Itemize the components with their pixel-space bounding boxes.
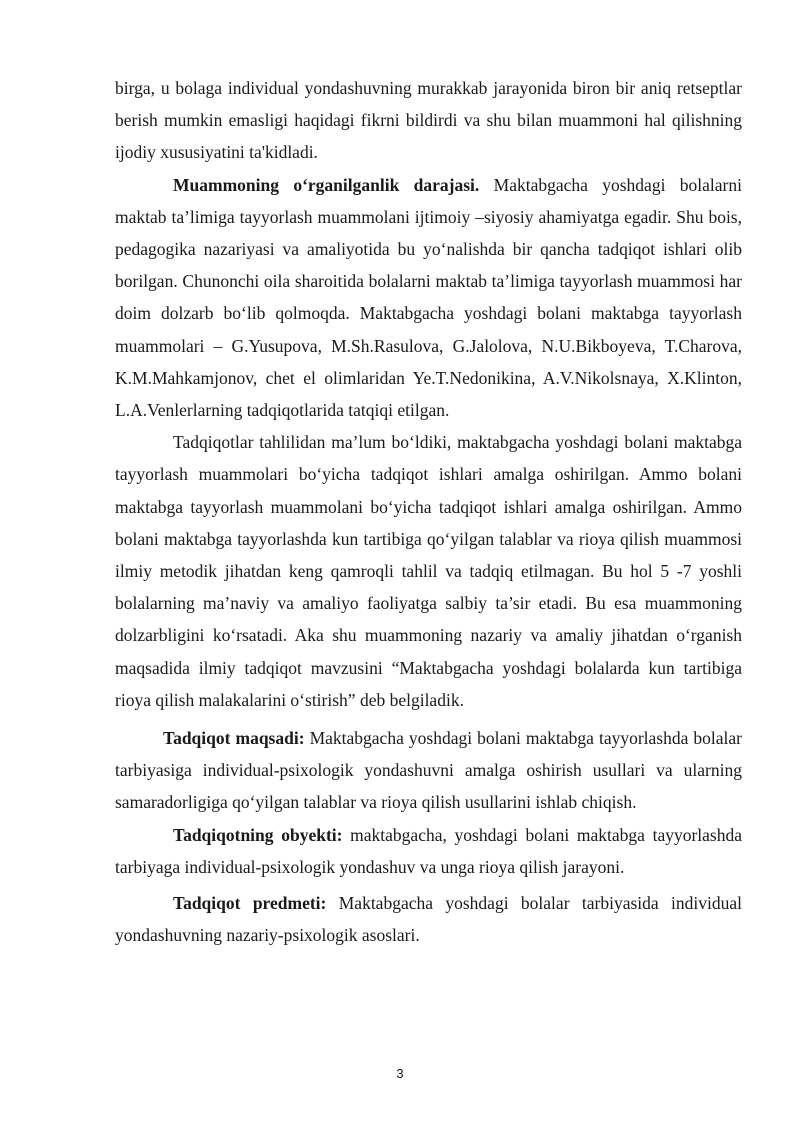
paragraph-heading: Tadqiqotning obyekti: xyxy=(173,824,343,845)
paragraph-text: Maktabgacha yoshdagi bolalar tarbiyasida individual yondashuvning nazariy-psixologik asoslari. xyxy=(115,893,743,946)
page-number: 3 xyxy=(396,1066,404,1081)
paragraph-analysis xyxy=(115,426,742,716)
paragraph-text: birga, u bolaga individual yondashuvning murakkab jarayonida biron bir aniq retseptlar berish mumkin emasligi haqidagi fikrni bildirdi va shu bilan muammoni hal qilishning ijodiy xususiyatini ta'kidladi. xyxy=(115,78,742,163)
paragraph-text: Maktabgacha yoshdagi bolani maktabga tayyorlashda bolalar tarbiyasiga individual-psixologik yondashuvni amalga oshirish usullari va ularning samaradorligiga qo‘yilgan talablar va rioya qilish usullarini ishlab chiqish. xyxy=(115,728,743,813)
paragraph-heading: Tadqiqot predmeti: xyxy=(173,893,327,914)
paragraph-heading: Muammoning o‘rganilganlik darajasi. xyxy=(173,174,480,195)
document-body xyxy=(115,72,742,951)
paragraph-text: Maktabgacha yoshdagi bolalarni maktab ta’limiga tayyorlash muammolani ijtimoiy –siyosiy ahamiyatga egadir. Shu bois, pedagogika nazariyasi va amaliyotida bu yo‘nalishda bir qancha tadqiqot ishlari olib borilgan. Chunonchi oila sharoitida bolalarni maktab ta’limiga tayyorlash muammosi har doim dolzarb bo‘lib qolmoqda. Maktabgacha yoshdagi bolani maktabga tayyorlash muammolari – G.Yusupova, M.Sh.Rasulova, G.Jalolova, N.U.Bikboyeva, T.Charova, K.M.Mahkamjonov, chet el olimlaridan Ye.T.Nedonikina, A.V.Nikolsnaya, X.Klinton, L.A.Venlerlarning tadqiqotlarida tatqiqi etilgan. xyxy=(115,174,742,421)
paragraph-research-goal xyxy=(115,722,742,819)
paragraph-research-subject xyxy=(115,887,742,951)
paragraph-heading: Tadqiqot maqsadi: xyxy=(163,728,305,749)
paragraph-text: Tadqiqotlar tahlilidan ma’lum bo‘ldiki, maktabgacha yoshdagi bolani maktabga tayyorlash muammolari bo‘yicha tadqiqot ishlari amalga oshirilgan. Ammo bolani maktabga tayyorlash muammolani bo‘yicha tadqiqot ishlari amalga oshirilgan. Ammo bolani maktabga tayyorlashda kun tartibiga qo‘yilgan talablar va rioya qilish muammosi ilmiy metodik jihatdan keng qamroqli tahlil va tadqiq etilmagan. Bu hol 5 -7 yoshli bolalarning ma’naviy va amaliyo faoliyatga salbiy ta’sir etadi. Bu esa muammoning dolzarbligini ko‘rsatadi. Aka shu muammoning nazariy va amaliy jihatdan o‘rganish maqsadida ilmiy tadqiqot mavzusini “Maktabgacha yoshdagi bolalarda kun tartibiga rioya qilish malakalarini o‘stirish” deb belgiladik. xyxy=(115,432,742,710)
paragraph-text: maktabgacha, yoshdagi bolani maktabga tayyorlashda tarbiyaga individual-psixologik yondashuv va unga rioya qilish jarayoni. xyxy=(115,824,743,877)
paragraph-continuation xyxy=(115,72,742,169)
paragraph-research-level xyxy=(115,169,742,427)
paragraph-research-object xyxy=(115,819,742,883)
